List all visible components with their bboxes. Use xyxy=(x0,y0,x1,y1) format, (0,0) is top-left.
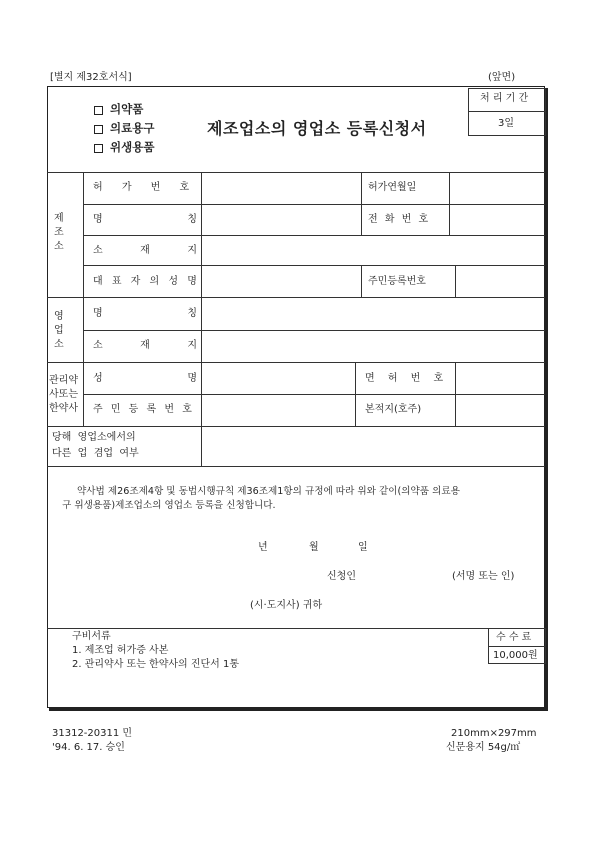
page-side-label: (앞면) xyxy=(488,72,516,83)
label-office-address-text: 소 재 지 xyxy=(93,340,197,351)
input-pharmacist-name[interactable] xyxy=(202,363,354,393)
input-office-name[interactable] xyxy=(202,298,544,329)
frame-shadow-bottom xyxy=(49,708,548,711)
input-day[interactable] xyxy=(322,539,356,555)
label-permit-number: 허 가 번 호 xyxy=(93,182,198,193)
checkbox-pharmaceuticals[interactable] xyxy=(94,106,103,115)
input-name[interactable] xyxy=(202,205,360,234)
label-office-address xyxy=(93,341,197,351)
form-code: 31312-20311 민 xyxy=(52,728,133,739)
input-license-number[interactable] xyxy=(456,363,544,393)
processing-period-value: 3일 xyxy=(498,118,515,129)
documents-heading: 구비서류 xyxy=(72,631,111,642)
label-resident-number: 주민등록번호 xyxy=(368,276,426,287)
input-permit-date[interactable] xyxy=(450,173,544,203)
document-item-1: 1. 제조업 허가증 사본 xyxy=(72,645,169,656)
label-name-text: 명 칭 xyxy=(93,214,197,225)
input-representative-name[interactable] xyxy=(202,266,360,296)
recipient: (시·도지사) 귀하 xyxy=(250,600,323,611)
input-permit-number[interactable] xyxy=(202,173,360,203)
input-other-business[interactable] xyxy=(202,427,544,465)
section-pharmacist: 관리약 사또는 한약사 xyxy=(49,375,78,414)
row-line xyxy=(47,628,545,629)
input-address[interactable] xyxy=(202,236,544,264)
col-line xyxy=(83,172,84,426)
label-domicile: 본적지(호주) xyxy=(365,404,422,415)
form-number: [별지 제32호서식] xyxy=(50,72,132,83)
input-applicant[interactable] xyxy=(362,568,448,584)
signature-label: (서명 또는 인) xyxy=(452,571,515,582)
label-license-number: 면 허 번 호 xyxy=(365,373,449,384)
row-line xyxy=(47,466,545,467)
fee-box-divider xyxy=(488,646,546,647)
processing-box-divider xyxy=(468,111,546,112)
date-year-label: 년 xyxy=(258,542,268,553)
col-line xyxy=(361,172,362,235)
label-other-business-2: 다른 업 겸업 여부 xyxy=(52,448,139,459)
label-pharmacist-name xyxy=(93,374,197,384)
applicant-label: 신청인 xyxy=(327,571,356,582)
label-office-name xyxy=(93,309,197,319)
checkbox-label-pharmaceuticals: 의약품 xyxy=(110,102,144,116)
statement-line-1: 약사법 제26조제4항 및 동법시행규칙 제36조제1항의 규정에 따라 위와 같이(의약품 의료용 xyxy=(77,486,460,497)
frame-shadow-right xyxy=(545,88,548,710)
input-month[interactable] xyxy=(272,539,306,555)
fee-value: 10,000원 xyxy=(493,650,538,661)
checkbox-label-sanitary-products: 위생용품 xyxy=(110,140,155,154)
col-line xyxy=(361,265,362,297)
label-office-name-text: 명 칭 xyxy=(93,308,197,319)
section-manufacturer: 제 조 소 xyxy=(54,213,64,252)
input-year[interactable] xyxy=(202,539,254,555)
input-domicile[interactable] xyxy=(456,395,544,425)
input-resident-number[interactable] xyxy=(456,266,544,296)
paper-size: 210mm×297mm xyxy=(451,728,537,739)
col-line xyxy=(355,362,356,426)
section-business-office: 영 업 소 xyxy=(54,311,64,350)
paper-type: 신문용지 54g/㎡ xyxy=(446,742,521,753)
label-pharmacist-resident-number: 주 민 등 록 번 호 xyxy=(93,404,195,415)
checkbox-sanitary-products[interactable] xyxy=(94,144,103,153)
approval-date: '94. 6. 17. 승인 xyxy=(52,742,125,753)
label-other-business-1: 당해 영업소에서의 xyxy=(52,432,136,443)
checkbox-label-medical-devices: 의료용구 xyxy=(110,121,155,135)
label-name-a xyxy=(93,215,197,225)
fee-label: 수 수 료 xyxy=(496,632,532,643)
statement-line-2: 구 위생용품)제조업소의 영업소 등록을 신청합니다. xyxy=(62,500,276,511)
label-phone-number: 전 화 번 호 xyxy=(368,214,431,225)
label-pharmacist-name-text: 성 명 xyxy=(93,373,197,384)
label-representative-name: 대 표 자 의 성 명 xyxy=(93,276,200,287)
input-office-address[interactable] xyxy=(202,331,544,361)
date-month-label: 월 xyxy=(309,542,319,553)
label-permit-date: 허가연월일 xyxy=(368,182,417,193)
input-pharmacist-resident-number[interactable] xyxy=(202,395,354,425)
document-item-2: 2. 관리약사 또는 한약사의 진단서 1통 xyxy=(72,659,240,670)
form-title: 제조업소의 영업소 등록신청서 xyxy=(207,119,427,138)
checkbox-medical-devices[interactable] xyxy=(94,125,103,134)
label-address-text: 소 재 지 xyxy=(93,245,197,256)
date-day-label: 일 xyxy=(358,542,368,553)
label-address-a xyxy=(93,246,197,256)
processing-period-label: 처 리 기 간 xyxy=(480,93,529,104)
input-phone[interactable] xyxy=(450,205,544,234)
